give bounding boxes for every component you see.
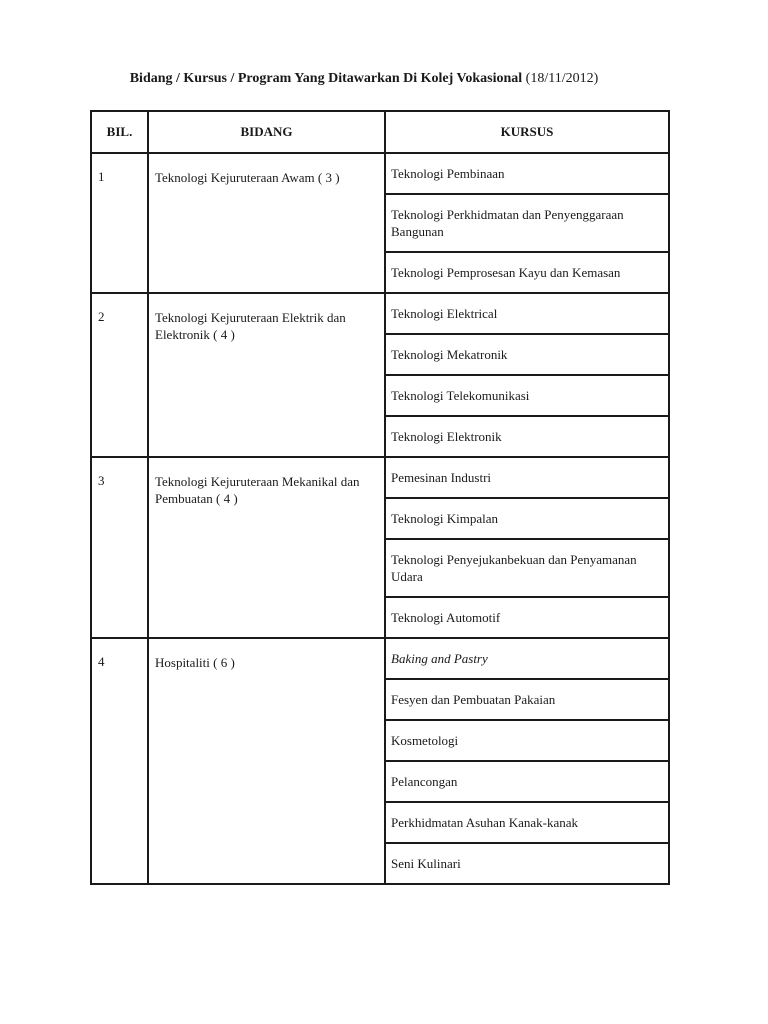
kursus-cell: Teknologi Mekatronik (385, 334, 669, 375)
kursus-cell: Teknologi Perkhidmatan dan Penyenggaraan Bangunan (385, 194, 669, 252)
kursus-cell: Teknologi Pemprosesan Kayu dan Kemasan (385, 252, 669, 293)
kursus-cell: Teknologi Pembinaan (385, 153, 669, 194)
course-table (90, 110, 670, 885)
kursus-cell: Teknologi Penyejukanbekuan dan Penyamanan Udara (385, 539, 669, 597)
bidang-cell: Teknologi Kejuruteraan Elektrik dan Elektronik ( 4 ) (148, 293, 385, 457)
kursus-cell: Baking and Pastry (385, 638, 669, 679)
table-row (91, 457, 669, 498)
table-row (91, 153, 669, 194)
kursus-cell: Teknologi Elektronik (385, 416, 669, 457)
kursus-cell: Teknologi Elektrical (385, 293, 669, 334)
bidang-cell: Teknologi Kejuruteraan Awam ( 3 ) (148, 153, 385, 293)
bil-cell: 4 (91, 638, 148, 884)
kursus-cell: Fesyen dan Pembuatan Pakaian (385, 679, 669, 720)
bidang-cell: Teknologi Kejuruteraan Mekanikal dan Pembuatan ( 4 ) (148, 457, 385, 638)
table-row (91, 293, 669, 334)
header-bidang: BIDANG (148, 111, 385, 153)
kursus-cell: Teknologi Telekomunikasi (385, 375, 669, 416)
kursus-cell: Teknologi Kimpalan (385, 498, 669, 539)
table-header-row (91, 111, 669, 153)
kursus-cell: Seni Kulinari (385, 843, 669, 884)
page-title-date: (18/11/2012) (525, 71, 599, 86)
table-row (91, 638, 669, 679)
bil-cell: 2 (91, 293, 148, 457)
page-title (0, 70, 728, 88)
kursus-cell: Pelancongan (385, 761, 669, 802)
kursus-cell: Kosmetologi (385, 720, 669, 761)
header-kursus: KURSUS (385, 111, 669, 153)
bidang-cell: Hospitaliti ( 6 ) (148, 638, 385, 884)
page-title-main: Bidang / Kursus / Program Yang Ditawarkan Di Kolej Vokasional (129, 71, 523, 86)
bil-cell: 3 (91, 457, 148, 638)
header-bil: BIL. (91, 111, 148, 153)
kursus-cell: Teknologi Automotif (385, 597, 669, 638)
kursus-cell: Perkhidmatan Asuhan Kanak-kanak (385, 802, 669, 843)
kursus-cell: Pemesinan Industri (385, 457, 669, 498)
bil-cell: 1 (91, 153, 148, 293)
